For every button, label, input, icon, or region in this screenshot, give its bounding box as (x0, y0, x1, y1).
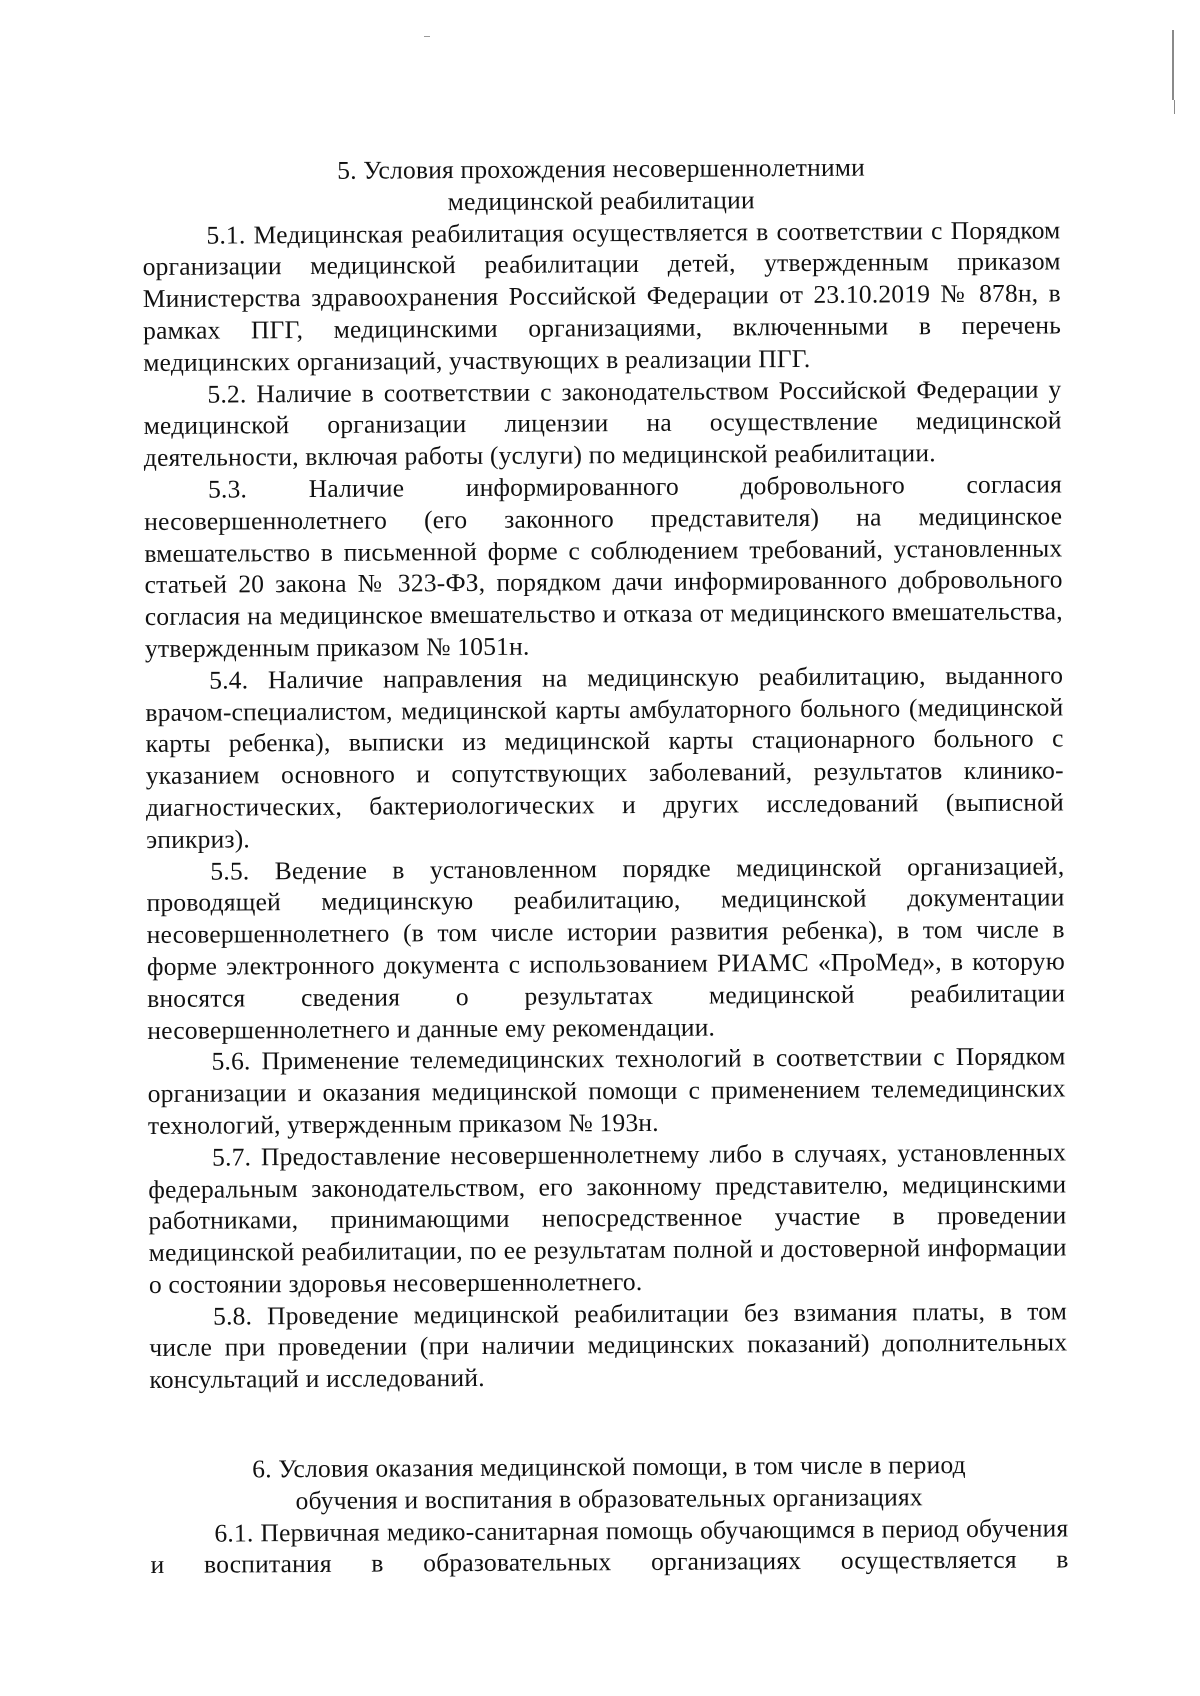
scan-edge-mark (1172, 30, 1174, 100)
section-6-title-line-1: 6. Условия оказания медицинской помощи, в том числе в период (252, 1450, 966, 1484)
paragraph-5-3: 5.3. Наличие информированного добровольного согласия несовершеннолетнего (его законного представителя) на медицинское вмешательство в письменной форме с соблюдением требований, установленных статьей 20 закона № 323-ФЗ, порядком дачи информированного добровольного согласия на медицинское вмешательство и отказа от медицинского вмешательства, утвержденным приказом № 1051н. (144, 469, 1063, 663)
section-5-title-line-2: медицинской реабилитации (447, 185, 755, 216)
paragraph-5-4: 5.4. Наличие направления на медицинскую реабилитацию, выданного врачом-специалистом, медицинской карты амбулаторного больного (медицинской карты ребенка), выписки из медицинской карты стационарного больного с указанием основного и сопутствующих заболеваний, результатов клинико-диагностических, бактериологических и других исследований (выписной эпикриз). (145, 660, 1065, 854)
paragraph-5-8: 5.8. Проведение медицинской реабилитации без взимания платы, в том числе при проведении (при наличии медицинских показаний) дополнительных консультаций и исследований. (149, 1296, 1068, 1395)
scan-edge-mark (1174, 100, 1175, 114)
section-6-title (150, 1448, 1068, 1517)
section-5-title-line-1: 5. Условия прохождения несовершеннолетними (337, 152, 866, 185)
scan-speck (424, 36, 430, 37)
paragraph-5-1: 5.1. Медицинская реабилитация осуществляется в соответствии с Порядком организации медицинской реабилитации детей, утвержденным приказом Министерства здравоохранения Российской Федерации от 23.10.2019 № 878н, в рамках ПГГ, медицинскими организациями, включенными в перечень медицинских организаций, участвующих в реализации ПГГ. (142, 214, 1062, 377)
document-body (142, 150, 1069, 1581)
paragraph-5-2: 5.2. Наличие в соответствии с законодательством Российской Федерации у медицинской организации лицензии на осуществление медицинской деятельности, включая работы (услуги) по медицинской реабилитации. (143, 373, 1062, 473)
paragraph-6-1: 6.1. Первичная медико-санитарная помощь обучающимся в период обучения и воспитания в образовательных организациях осуществляется в (150, 1513, 1069, 1580)
paragraph-5-6: 5.6. Применение телемедицинских технологий в соответствии с Порядком организации и оказания медицинской помощи с применением телемедицинских технологий, утвержденным приказом № 193н. (147, 1041, 1066, 1140)
section-spacer (150, 1390, 1068, 1454)
paragraph-5-7: 5.7. Предоставление несовершеннолетнему либо в случаях, установленных федеральным законодательством, его законному представителю, медицинскими работниками, принимающими непосредственное участие в проведении медицинской реабилитации, по ее результатам полной и достоверной информации о состоянии здоровья несовершеннолетнего. (148, 1137, 1067, 1299)
section-6-title-line-2: обучения и воспитания в образовательных организациях (295, 1482, 923, 1515)
paragraph-5-5: 5.5. Ведение в установленном порядке медицинской организацией, проводящей медицинскую реабилитацию, медицинской документации несовершеннолетнего (в том числе истории развития ребенка), в том числе в форме электронного документа с использованием РИАМС «ПроМед», в которую вносятся сведения о результатах медицинской реабилитации несовершеннолетнего и данные ему рекомендации. (146, 850, 1066, 1045)
section-5-title (142, 150, 1060, 219)
